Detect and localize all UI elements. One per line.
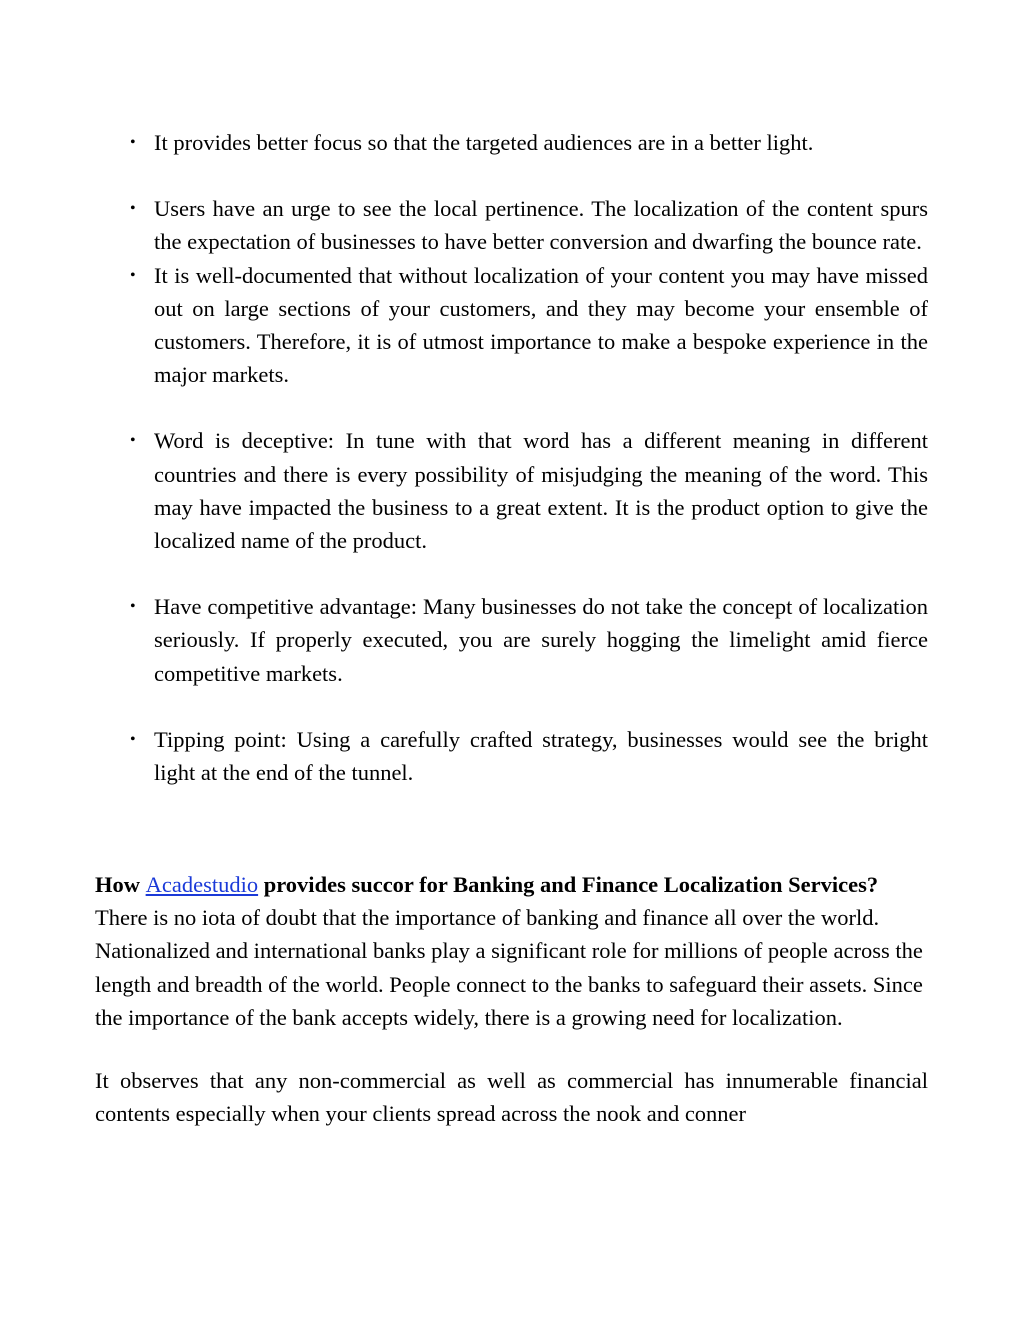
section-heading [95, 868, 928, 901]
benefits-bullet-list [128, 126, 928, 789]
heading-suffix: provides succor for Banking and Finance Localization Services? [258, 872, 879, 897]
bullet-item-well-documented [128, 259, 928, 392]
heading-prefix: How [95, 872, 146, 897]
bullet-text: Tipping point: Using a carefully crafted strategy, businesses would see the bright light at the end of the tunnel. [154, 726, 928, 786]
bullet-icon: • [130, 200, 136, 218]
bullet-item-word-deceptive [128, 424, 928, 557]
acadestudio-link[interactable]: Acadestudio [145, 872, 259, 897]
bullet-text: It is well-documented that without localization of your content you may have missed out on large sections of your customers, and they may become your ensemble of customers. Therefore, it is of utmost importance to make a bespoke experience in the major markets. [154, 262, 928, 388]
banking-section [95, 868, 928, 1130]
bullet-text: Users have an urge to see the local pertinence. The localization of the content spurs the expectation of businesses to have better conversion and dwarfing the bounce rate. [154, 196, 928, 255]
bullet-item-local-pertinence [128, 192, 928, 258]
bullet-icon: • [130, 598, 136, 616]
bullet-item-competitive-advantage [128, 590, 928, 690]
bullet-item-tipping-point [128, 723, 928, 789]
bullet-text: It provides better focus so that the targeted audiences are in a better light. [154, 130, 814, 155]
bullet-icon: • [130, 432, 136, 450]
bullet-text: Word is deceptive: In tune with that word has a different meaning in different countries and there is every possibility of misjudging the meaning of the word. This may have impacted the business to a great extent. It is the product option to give the localized name of the product. [154, 428, 928, 554]
bullet-item-better-focus [128, 126, 928, 159]
bullet-icon: • [130, 134, 136, 151]
bullet-icon: • [130, 730, 136, 748]
bullet-text: Have competitive advantage: Many businesses do not take the concept of localization seriously. If properly executed, you are surely hogging the limelight amid fierce competitive markets. [154, 594, 928, 686]
intro-paragraph: There is no iota of doubt that the importance of banking and finance all over the world. Nationalized and international banks play a significant role for millions of people across the length and breadth of the world. People connect to the banks to safeguard their assets. Since the importance of the bank accepts widely, there is a growing need for localization. [95, 905, 923, 1030]
financial-content-paragraph: It observes that any non-commercial as well as commercial has innumerable financial contents especially when your clients spread across the nook and conner [95, 1068, 928, 1127]
bullet-icon: • [130, 266, 136, 284]
